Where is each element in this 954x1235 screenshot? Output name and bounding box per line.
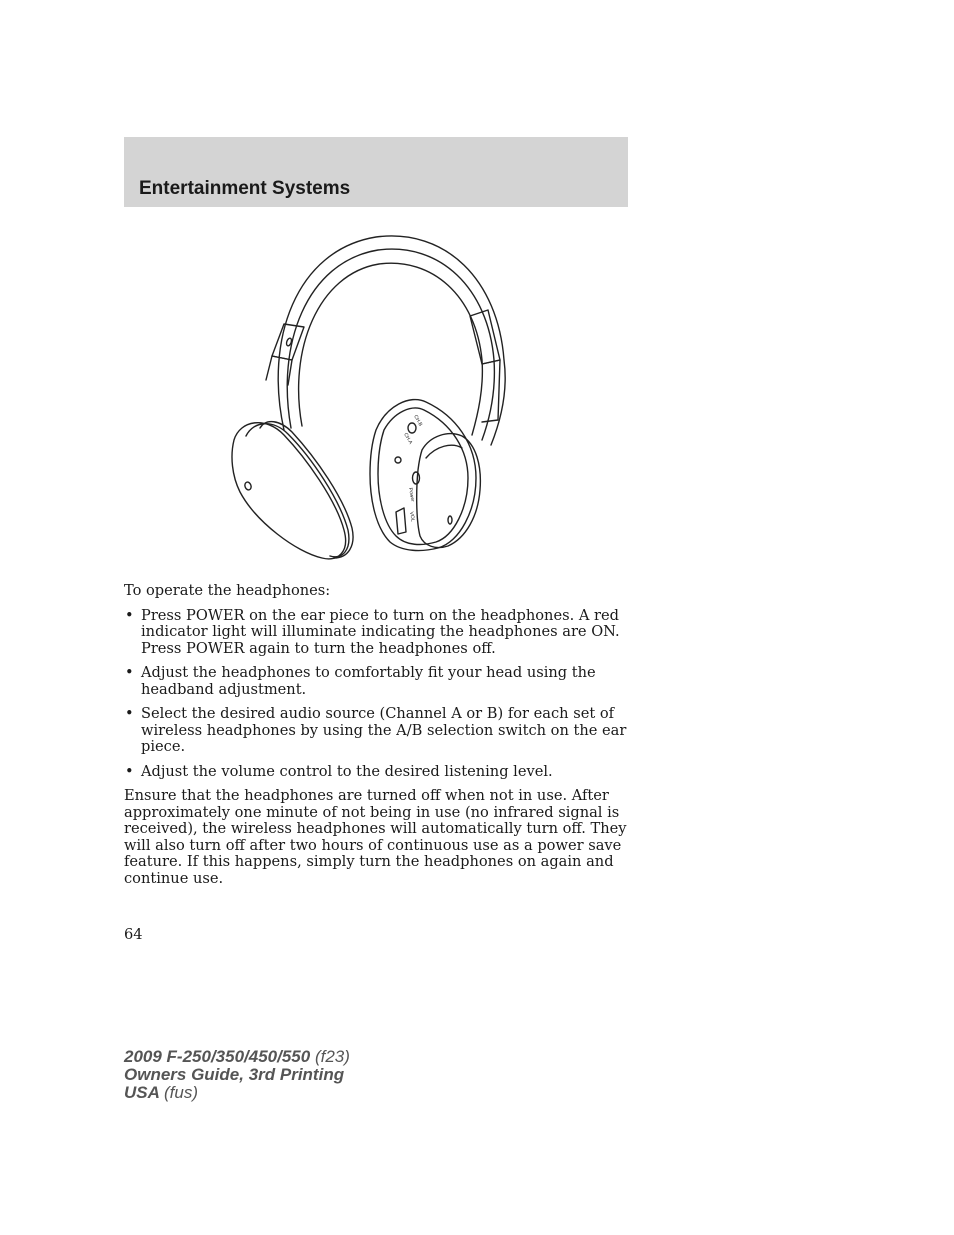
intro-text: To operate the headphones: <box>124 582 331 599</box>
volume-label: VOL <box>408 511 416 523</box>
list-item-text: Press POWER on the ear piece to turn on the headphones. A red indicator light will illuminate indicating the headphones are ON. Press POWER again to turn the headphones off. <box>141 606 620 657</box>
list-item <box>124 608 629 658</box>
list-item-text: Select the desired audio source (Channel A or B) for each set of wireless headphones by using the A/B selection switch on the ear piece. <box>141 705 627 755</box>
list-item <box>124 665 629 698</box>
footer-guide: Owners Guide, 3rd Printing <box>124 1065 345 1084</box>
list-item-text: Adjust the headphones to comfortably fit your head using the headband adjustment. <box>141 664 596 698</box>
headphones-illustration <box>226 230 508 566</box>
bullet-icon: • <box>125 606 134 624</box>
list-item <box>124 764 629 781</box>
bullet-icon: • <box>125 762 134 780</box>
list-item-text: Adjust the volume control to the desired listening level. <box>141 762 553 780</box>
bullet-icon: • <box>125 664 134 681</box>
bullet-icon: • <box>125 705 134 722</box>
footer-model: 2009 F-250/350/450/550 <box>124 1047 311 1066</box>
footer-market-line <box>124 1084 350 1102</box>
power-label: Power <box>407 487 416 503</box>
section-title: Entertainment Systems <box>139 178 351 199</box>
instruction-list <box>124 608 629 781</box>
section-header <box>124 137 628 207</box>
footer-market: USA <box>124 1083 160 1102</box>
footer-model-code: (f23) <box>314 1047 350 1066</box>
footer-model-line <box>124 1048 350 1066</box>
page-number: 64 <box>124 926 143 943</box>
document-footer <box>124 1048 350 1102</box>
footer-market-code: (fus) <box>164 1083 198 1102</box>
ch-b-label: CH.B <box>412 414 424 428</box>
ch-a-label: CH.A <box>402 432 414 446</box>
wireless-headphones-icon <box>226 230 508 566</box>
instructions-body <box>124 583 629 887</box>
list-item <box>124 706 629 756</box>
closing-paragraph: Ensure that the headphones are turned off when not in use. After approximately one minute of not being in use (no infrared signal is received), the wireless headphones will automatically turn off. They will also turn off after two hours of continuous use as a power save feature. If this happens, simply turn the headphones on again and continue use. <box>124 787 627 887</box>
